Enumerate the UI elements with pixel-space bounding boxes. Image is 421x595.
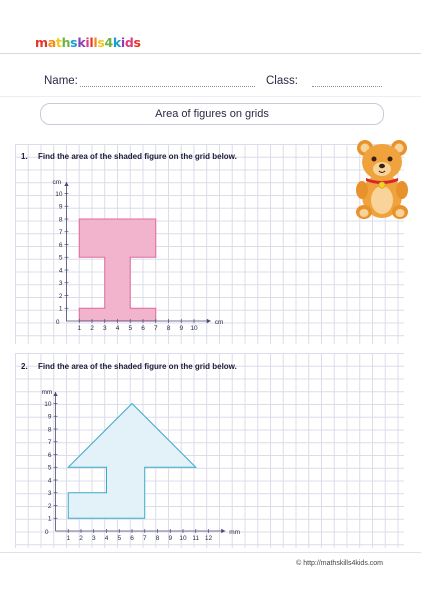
q1-y-tick-label: 1 [58, 305, 63, 313]
logo-letter: d [124, 35, 134, 50]
q2-x-tick-label: 3 [91, 535, 96, 542]
q2-y-unit: mm [41, 389, 53, 397]
q1-y-unit: cm [52, 179, 62, 187]
q2-x-tick-label: 12 [204, 535, 213, 542]
question-1-number: 1. [21, 152, 28, 161]
q1-x-tick-label: 8 [166, 325, 171, 332]
q1-x-tick-label: 10 [190, 325, 198, 332]
logo-letter: a [47, 35, 56, 50]
q2-x-tick-label: 6 [130, 535, 134, 542]
q1-y-tick-label: 10 [55, 190, 63, 198]
name-label: Name: [44, 75, 78, 87]
q1-y-tick-label: 5 [58, 254, 63, 262]
q1-x-tick-label: 2 [90, 325, 94, 332]
q2-y-tick-label: 7 [47, 439, 52, 447]
logo-letter: s [97, 35, 105, 50]
logo-letter: l [89, 35, 94, 50]
q2-y-arrow [53, 392, 57, 396]
q1-y-tick-label: 4 [58, 267, 63, 275]
logo-letter: k [77, 35, 86, 50]
logo-letter: s [70, 35, 78, 50]
logo-letter: 4 [104, 35, 113, 50]
q1-y-tick-label: 3 [58, 280, 63, 288]
question-2-number: 2. [21, 362, 28, 371]
q2-x-arrow [221, 529, 225, 533]
q2-x-tick-label: 10 [179, 535, 187, 542]
q2-y-tick-label: 2 [47, 502, 52, 510]
q2-x-tick-label: 1 [66, 535, 71, 542]
q1-x-tick-label: 6 [141, 325, 145, 332]
q1-x-tick-label: 3 [102, 325, 107, 332]
q1-x-tick-label: 1 [77, 325, 82, 332]
q2-x-tick-label: 9 [168, 535, 173, 542]
logo-letter: k [112, 35, 121, 50]
q1-x-tick-label: 4 [115, 325, 120, 332]
q2-x-tick-label: 5 [117, 535, 122, 542]
logo-letter: i [85, 35, 90, 50]
q2-x-tick-label: 8 [155, 535, 160, 542]
q2-y-tick-label: 6 [47, 451, 52, 459]
q1-x-tick-label: 5 [128, 325, 133, 332]
q2-origin-label: 0 [44, 529, 49, 536]
q2-y-tick-label: 3 [47, 490, 52, 498]
footer-url: © http://mathskills4kids.com [296, 560, 383, 567]
q2-shaded-shape [68, 404, 196, 519]
class-label: Class: [266, 75, 298, 87]
q1-y-tick-label: 7 [58, 229, 63, 237]
logo-letter: h [61, 35, 71, 50]
logo-letter: i [120, 35, 125, 50]
q2-y-tick-label: 8 [47, 426, 52, 434]
q1-y-tick-label: 8 [58, 216, 63, 224]
q2-x-unit: mm [229, 529, 241, 536]
logo-letter: l [93, 35, 98, 50]
q1-y-tick-label: 2 [58, 292, 63, 300]
q2-x-tick-label: 7 [142, 535, 147, 542]
q2-y-tick-label: 1 [47, 515, 52, 523]
q2-y-tick-label: 10 [44, 400, 52, 408]
q2-x-tick-label: 11 [192, 535, 200, 542]
footer-divider [0, 552, 421, 553]
q1-x-tick-label: 7 [153, 325, 158, 332]
q1-origin-label: 0 [55, 319, 60, 326]
q2-y-tick-label: 5 [47, 464, 52, 472]
logo-letter: s [133, 35, 141, 50]
q1-x-unit: cm [214, 319, 224, 326]
q1-y-tick-label: 6 [58, 241, 63, 249]
logo-letter: t [55, 35, 62, 50]
worksheet-title: Area of figures on grids [40, 103, 384, 125]
q2-y-tick-label: 9 [47, 413, 52, 421]
q2-y-tick-label: 4 [47, 477, 52, 485]
q2-x-tick-label: 2 [79, 535, 83, 542]
q1-x-tick-label: 9 [179, 325, 184, 332]
logo-letter: m [35, 35, 48, 50]
q2-x-tick-label: 4 [104, 535, 109, 542]
question-1-text: Find the area of the shaded figure on the grid below. [38, 152, 237, 161]
q1-y-tick-label: 9 [58, 203, 63, 211]
question-2-text: Find the area of the shaded figure on the grid below. [38, 362, 237, 371]
